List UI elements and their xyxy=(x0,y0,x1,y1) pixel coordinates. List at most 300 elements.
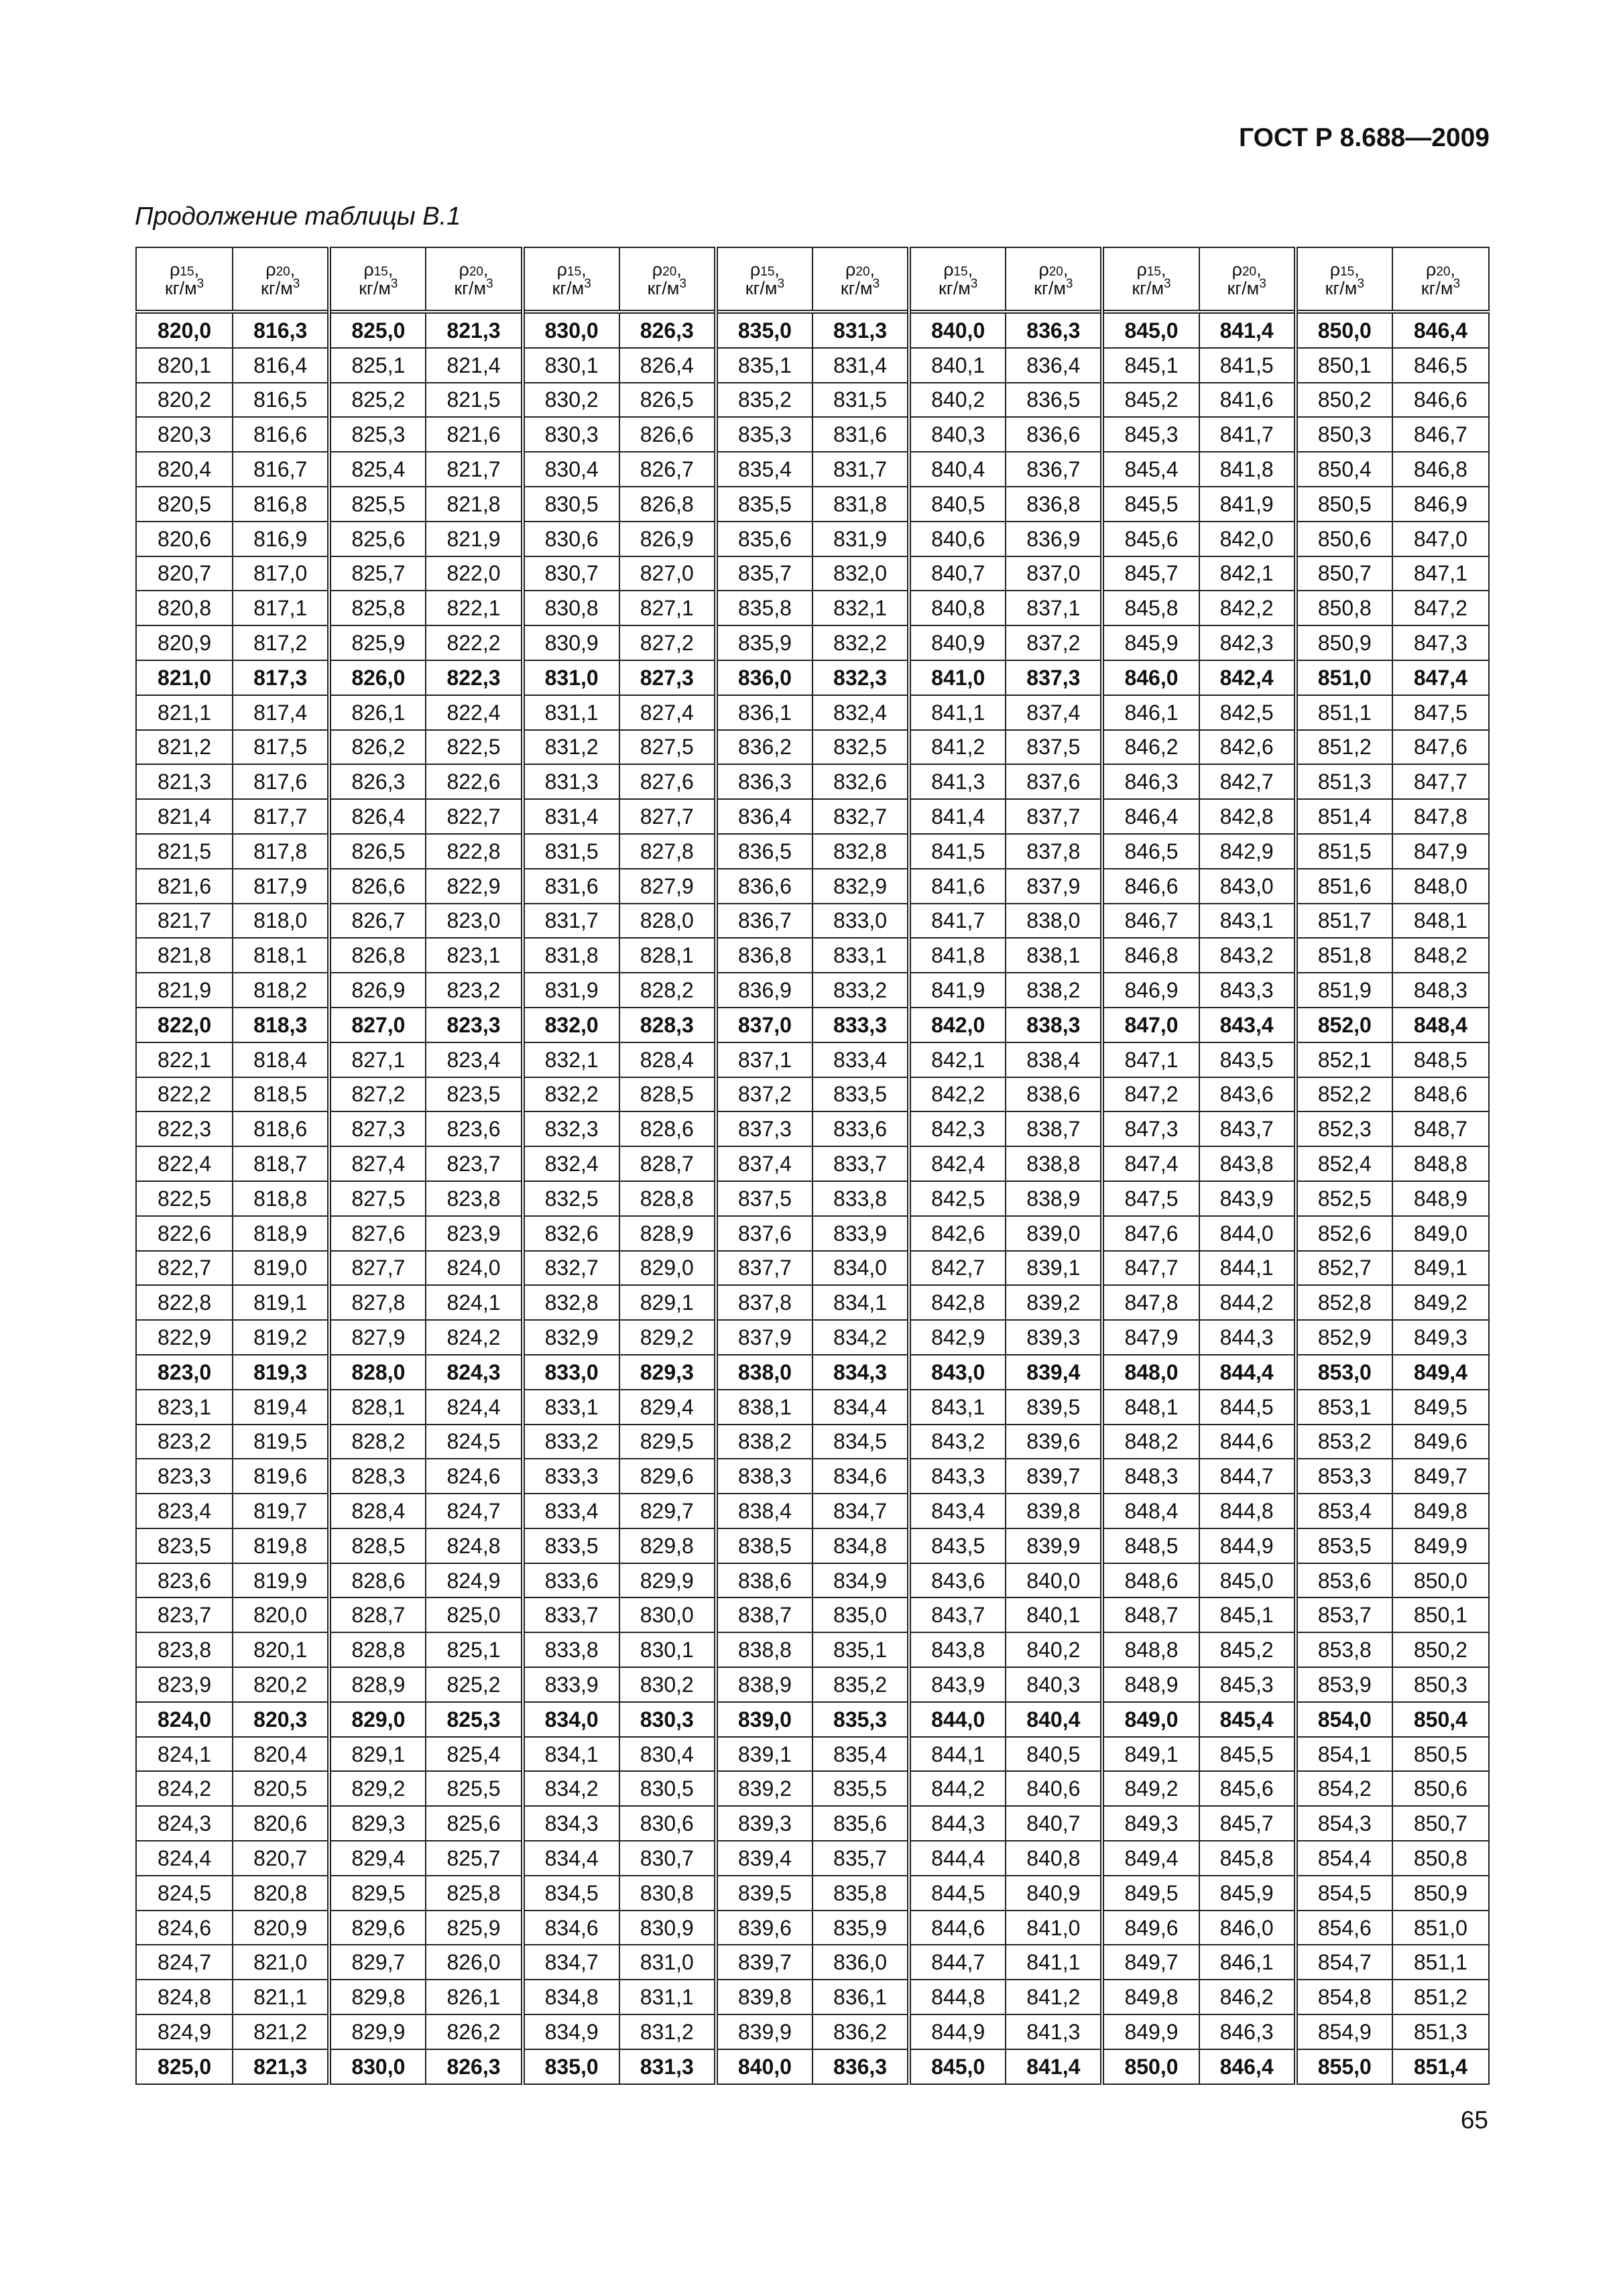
table-cell: 819,4 xyxy=(233,1390,329,1425)
table-cell: 842,4 xyxy=(909,1146,1006,1181)
table-cell: 828,0 xyxy=(619,904,716,939)
table-cell: 849,2 xyxy=(1392,1285,1489,1320)
table-cell: 847,3 xyxy=(1102,1111,1199,1146)
table-cell: 846,6 xyxy=(1392,383,1489,418)
table-cell: 844,0 xyxy=(1199,1216,1296,1251)
table-cell: 850,5 xyxy=(1296,487,1392,522)
table-cell: 841,6 xyxy=(909,869,1006,904)
table-cell: 837,8 xyxy=(1006,834,1102,869)
table-cell: 845,7 xyxy=(1199,1806,1296,1841)
table-cell: 845,5 xyxy=(1102,487,1199,522)
table-cell: 828,9 xyxy=(329,1667,426,1702)
table-cell: 820,1 xyxy=(136,348,233,383)
table-cell: 821,6 xyxy=(426,417,522,452)
table-row xyxy=(136,834,1489,869)
table-cell: 817,6 xyxy=(233,764,329,799)
table-cell: 835,2 xyxy=(813,1667,909,1702)
table-cell: 830,0 xyxy=(329,2049,426,2084)
column-header: ρ15, $кг/м^3$ xyxy=(329,247,426,312)
table-cell: 843,6 xyxy=(909,1563,1006,1598)
table-cell: 836,2 xyxy=(716,730,813,765)
table-cell: 825,7 xyxy=(329,556,426,591)
table-row xyxy=(136,348,1489,383)
table-cell: 838,2 xyxy=(1006,973,1102,1008)
table-cell: 822,6 xyxy=(136,1216,233,1251)
column-header: ρ20, $кг/м^3$ xyxy=(1392,247,1489,312)
table-cell: 839,4 xyxy=(1006,1355,1102,1390)
table-cell: 841,6 xyxy=(1199,383,1296,418)
unit-exponent: 3 xyxy=(1164,277,1171,291)
table-cell: 849,5 xyxy=(1392,1390,1489,1425)
density-symbol: ρ xyxy=(1038,259,1049,280)
table-cell: 836,1 xyxy=(813,1980,909,2014)
table-cell: 827,9 xyxy=(329,1320,426,1355)
table-cell: 828,8 xyxy=(619,1181,716,1216)
table-cell: 846,4 xyxy=(1199,2049,1296,2084)
column-header: ρ20, $кг/м^3$ xyxy=(813,247,909,312)
table-cell: 820,8 xyxy=(136,591,233,625)
table-cell: 829,0 xyxy=(329,1702,426,1737)
table-cell: 850,6 xyxy=(1296,522,1392,556)
column-header: ρ20, $кг/м^3$ xyxy=(619,247,716,312)
table-cell: 847,2 xyxy=(1102,1077,1199,1112)
table-cell: 826,5 xyxy=(619,383,716,418)
table-cell: 829,8 xyxy=(329,1980,426,2014)
table-cell: 838,3 xyxy=(1006,1008,1102,1042)
table-cell: 852,8 xyxy=(1296,1285,1392,1320)
table-cell: 817,8 xyxy=(233,834,329,869)
table-cell: 834,7 xyxy=(523,1945,619,1980)
table-cell: 833,8 xyxy=(813,1181,909,1216)
table-cell: 823,2 xyxy=(136,1425,233,1459)
table-cell: 840,1 xyxy=(909,348,1006,383)
table-row xyxy=(136,1146,1489,1181)
table-cell: 846,1 xyxy=(1199,1945,1296,1980)
table-cell: 835,0 xyxy=(813,1597,909,1632)
table-cell: 838,1 xyxy=(716,1390,813,1425)
table-cell: 822,5 xyxy=(136,1181,233,1216)
table-cell: 848,0 xyxy=(1102,1355,1199,1390)
table-cell: 826,8 xyxy=(619,487,716,522)
table-row xyxy=(136,1667,1489,1702)
table-cell: 847,4 xyxy=(1102,1146,1199,1181)
table-cell: 853,2 xyxy=(1296,1425,1392,1459)
table-cell: 839,7 xyxy=(716,1945,813,1980)
table-cell: 841,3 xyxy=(1006,2014,1102,2049)
unit-label: кг/м xyxy=(359,278,391,298)
table-cell: 848,6 xyxy=(1102,1563,1199,1598)
table-cell: 823,6 xyxy=(136,1563,233,1598)
table-cell: 825,5 xyxy=(329,487,426,522)
table-cell: 827,6 xyxy=(329,1216,426,1251)
table-cell: 837,6 xyxy=(1006,764,1102,799)
table-header-row xyxy=(136,247,1489,312)
table-cell: 837,5 xyxy=(1006,730,1102,765)
table-cell: 847,9 xyxy=(1392,834,1489,869)
table-cell: 829,4 xyxy=(329,1841,426,1876)
table-cell: 833,1 xyxy=(523,1390,619,1425)
table-cell: 848,8 xyxy=(1102,1632,1199,1667)
table-cell: 827,0 xyxy=(329,1008,426,1042)
table-cell: 852,1 xyxy=(1296,1042,1392,1077)
table-cell: 834,5 xyxy=(523,1876,619,1911)
table-cell: 832,6 xyxy=(523,1216,619,1251)
table-cell: 824,0 xyxy=(136,1702,233,1737)
table-cell: 828,4 xyxy=(329,1494,426,1528)
table-cell: 836,4 xyxy=(716,799,813,834)
table-row xyxy=(136,1111,1489,1146)
table-cell: 853,8 xyxy=(1296,1632,1392,1667)
density-table xyxy=(135,247,1490,2085)
table-cell: 854,5 xyxy=(1296,1876,1392,1911)
table-cell: 842,8 xyxy=(1199,799,1296,834)
table-cell: 820,5 xyxy=(233,1771,329,1806)
table-cell: 844,4 xyxy=(909,1841,1006,1876)
table-cell: 845,0 xyxy=(909,2049,1006,2084)
page-number: 65 xyxy=(1460,2106,1488,2134)
table-cell: 828,0 xyxy=(329,1355,426,1390)
table-cell: 841,1 xyxy=(909,695,1006,730)
table-cell: 848,7 xyxy=(1392,1111,1489,1146)
table-cell: 840,5 xyxy=(1006,1737,1102,1772)
table-cell: 839,1 xyxy=(1006,1251,1102,1286)
table-row xyxy=(136,660,1489,695)
table-cell: 819,2 xyxy=(233,1320,329,1355)
table-cell: 838,8 xyxy=(1006,1146,1102,1181)
table-cell: 816,3 xyxy=(233,312,329,348)
table-cell: 827,5 xyxy=(619,730,716,765)
table-cell: 824,9 xyxy=(426,1563,522,1598)
table-cell: 818,0 xyxy=(233,904,329,939)
table-cell: 833,4 xyxy=(523,1494,619,1528)
table-cell: 822,2 xyxy=(426,625,522,660)
table-cell: 840,4 xyxy=(909,452,1006,487)
table-cell: 846,7 xyxy=(1102,904,1199,939)
temperature-subscript: 20 xyxy=(1436,264,1451,279)
table-cell: 836,7 xyxy=(1006,452,1102,487)
table-cell: 816,6 xyxy=(233,417,329,452)
table-cell: 835,1 xyxy=(813,1632,909,1667)
table-row xyxy=(136,1945,1489,1980)
table-cell: 833,9 xyxy=(523,1667,619,1702)
table-row xyxy=(136,452,1489,487)
table-cell: 850,7 xyxy=(1296,556,1392,591)
table-row xyxy=(136,1980,1489,2014)
table-cell: 839,6 xyxy=(716,1911,813,1945)
table-cell: 853,0 xyxy=(1296,1355,1392,1390)
table-cell: 847,6 xyxy=(1102,1216,1199,1251)
table-cell: 828,5 xyxy=(619,1077,716,1112)
table-cell: 841,0 xyxy=(909,660,1006,695)
table-cell: 848,4 xyxy=(1102,1494,1199,1528)
table-cell: 841,7 xyxy=(909,904,1006,939)
unit-exponent: 3 xyxy=(1065,277,1073,291)
table-cell: 846,6 xyxy=(1102,869,1199,904)
table-cell: 821,7 xyxy=(136,904,233,939)
table-cell: 834,9 xyxy=(813,1563,909,1598)
table-row xyxy=(136,312,1489,348)
table-cell: 854,4 xyxy=(1296,1841,1392,1876)
table-cell: 844,9 xyxy=(909,2014,1006,2049)
table-cell: 824,6 xyxy=(426,1459,522,1494)
table-cell: 834,2 xyxy=(813,1320,909,1355)
table-row xyxy=(136,1876,1489,1911)
table-cell: 854,9 xyxy=(1296,2014,1392,2049)
unit-exponent: 3 xyxy=(584,277,591,291)
table-cell: 831,4 xyxy=(523,799,619,834)
table-cell: 849,9 xyxy=(1102,2014,1199,2049)
table-row xyxy=(136,1077,1489,1112)
table-cell: 824,7 xyxy=(136,1945,233,1980)
table-cell: 844,7 xyxy=(909,1945,1006,1980)
density-symbol: ρ xyxy=(459,259,469,280)
table-cell: 832,3 xyxy=(813,660,909,695)
table-cell: 832,2 xyxy=(813,625,909,660)
table-cell: 837,7 xyxy=(716,1251,813,1286)
table-cell: 818,1 xyxy=(233,938,329,973)
table-cell: 828,7 xyxy=(329,1597,426,1632)
table-cell: 816,8 xyxy=(233,487,329,522)
table-cell: 851,9 xyxy=(1296,973,1392,1008)
table-cell: 829,3 xyxy=(329,1806,426,1841)
table-cell: 825,8 xyxy=(426,1876,522,1911)
table-cell: 836,5 xyxy=(1006,383,1102,418)
table-cell: 837,0 xyxy=(716,1008,813,1042)
table-cell: 819,1 xyxy=(233,1285,329,1320)
table-cell: 843,8 xyxy=(909,1632,1006,1667)
table-cell: 839,6 xyxy=(1006,1425,1102,1459)
table-cell: 843,1 xyxy=(909,1390,1006,1425)
temperature-subscript: 20 xyxy=(469,264,483,279)
table-cell: 833,7 xyxy=(813,1146,909,1181)
table-cell: 824,5 xyxy=(426,1425,522,1459)
table-cell: 828,8 xyxy=(329,1632,426,1667)
table-cell: 833,5 xyxy=(523,1528,619,1563)
table-cell: 837,1 xyxy=(1006,591,1102,625)
table-cell: 838,2 xyxy=(716,1425,813,1459)
table-cell: 841,7 xyxy=(1199,417,1296,452)
table-cell: 842,8 xyxy=(909,1285,1006,1320)
table-cell: 839,2 xyxy=(1006,1285,1102,1320)
table-body xyxy=(136,312,1489,2084)
table-cell: 839,7 xyxy=(1006,1459,1102,1494)
table-cell: 820,0 xyxy=(136,312,233,348)
table-cell: 819,9 xyxy=(233,1563,329,1598)
table-cell: 823,3 xyxy=(136,1459,233,1494)
table-cell: 850,8 xyxy=(1296,591,1392,625)
table-row xyxy=(136,695,1489,730)
table-cell: 844,2 xyxy=(1199,1285,1296,1320)
table-cell: 848,3 xyxy=(1102,1459,1199,1494)
table-cell: 838,6 xyxy=(716,1563,813,1598)
unit-exponent: 3 xyxy=(486,277,493,291)
table-cell: 829,6 xyxy=(619,1459,716,1494)
table-cell: 845,2 xyxy=(1102,383,1199,418)
table-cell: 821,3 xyxy=(136,764,233,799)
temperature-subscript: 15 xyxy=(180,264,194,279)
table-cell: 843,2 xyxy=(1199,938,1296,973)
density-symbol: ρ xyxy=(943,259,954,280)
table-cell: 835,8 xyxy=(716,591,813,625)
table-cell: 824,6 xyxy=(136,1911,233,1945)
table-cell: 817,7 xyxy=(233,799,329,834)
table-cell: 834,3 xyxy=(523,1806,619,1841)
table-cell: 850,3 xyxy=(1296,417,1392,452)
table-cell: 823,5 xyxy=(136,1528,233,1563)
unit-label: кг/м xyxy=(164,278,197,298)
table-cell: 846,1 xyxy=(1102,695,1199,730)
table-cell: 838,0 xyxy=(716,1355,813,1390)
table-cell: 836,9 xyxy=(1006,522,1102,556)
table-row xyxy=(136,383,1489,418)
table-cell: 824,8 xyxy=(426,1528,522,1563)
table-cell: 837,7 xyxy=(1006,799,1102,834)
table-row xyxy=(136,1459,1489,1494)
table-cell: 826,9 xyxy=(329,973,426,1008)
table-cell: 826,1 xyxy=(426,1980,522,2014)
table-row xyxy=(136,1563,1489,1598)
table-cell: 848,0 xyxy=(1392,869,1489,904)
table-cell: 832,7 xyxy=(523,1251,619,1286)
table-cell: 825,8 xyxy=(329,591,426,625)
table-row xyxy=(136,1390,1489,1425)
column-header: ρ15, $кг/м^3$ xyxy=(523,247,619,312)
column-header: ρ20, $кг/м^3$ xyxy=(426,247,522,312)
table-cell: 823,0 xyxy=(426,904,522,939)
table-cell: 817,9 xyxy=(233,869,329,904)
table-cell: 826,5 xyxy=(329,834,426,869)
table-cell: 846,8 xyxy=(1102,938,1199,973)
table-cell: 848,9 xyxy=(1392,1181,1489,1216)
table-cell: 820,2 xyxy=(233,1667,329,1702)
table-cell: 820,4 xyxy=(233,1737,329,1772)
table-cell: 835,4 xyxy=(716,452,813,487)
table-cell: 849,3 xyxy=(1102,1806,1199,1841)
table-cell: 832,4 xyxy=(813,695,909,730)
table-cell: 852,3 xyxy=(1296,1111,1392,1146)
table-cell: 817,4 xyxy=(233,695,329,730)
table-cell: 825,7 xyxy=(426,1841,522,1876)
unit-label: кг/м xyxy=(261,278,293,298)
table-cell: 844,8 xyxy=(1199,1494,1296,1528)
table-cell: 830,1 xyxy=(523,348,619,383)
table-cell: 822,9 xyxy=(136,1320,233,1355)
table-cell: 851,4 xyxy=(1392,2049,1489,2084)
table-cell: 839,1 xyxy=(716,1737,813,1772)
table-cell: 831,8 xyxy=(813,487,909,522)
table-cell: 822,0 xyxy=(426,556,522,591)
table-cell: 852,9 xyxy=(1296,1320,1392,1355)
table-cell: 848,8 xyxy=(1392,1146,1489,1181)
temperature-subscript: 15 xyxy=(566,264,582,279)
table-cell: 838,1 xyxy=(1006,938,1102,973)
table-cell: 851,2 xyxy=(1296,730,1392,765)
unit-label: кг/м xyxy=(1132,278,1164,298)
table-cell: 830,6 xyxy=(523,522,619,556)
table-row xyxy=(136,1251,1489,1286)
table-cell: 848,9 xyxy=(1102,1667,1199,1702)
table-cell: 840,7 xyxy=(909,556,1006,591)
table-cell: 847,6 xyxy=(1392,730,1489,765)
unit-exponent: 3 xyxy=(679,277,686,291)
column-header: ρ15, $кг/м^3$ xyxy=(136,247,233,312)
table-cell: 829,3 xyxy=(619,1355,716,1390)
table-cell: 830,3 xyxy=(619,1702,716,1737)
table-cell: 823,7 xyxy=(136,1597,233,1632)
table-cell: 829,7 xyxy=(619,1494,716,1528)
table-cell: 837,9 xyxy=(716,1320,813,1355)
table-cell: 830,0 xyxy=(619,1597,716,1632)
table-cell: 838,6 xyxy=(1006,1077,1102,1112)
table-cell: 820,6 xyxy=(233,1806,329,1841)
table-cell: 826,0 xyxy=(426,1945,522,1980)
table-cell: 841,2 xyxy=(909,730,1006,765)
table-cell: 847,2 xyxy=(1392,591,1489,625)
table-cell: 852,5 xyxy=(1296,1181,1392,1216)
table-cell: 837,1 xyxy=(716,1042,813,1077)
table-cell: 841,1 xyxy=(1006,1945,1102,1980)
table-row xyxy=(136,2049,1489,2084)
table-cell: 824,4 xyxy=(136,1841,233,1876)
table-cell: 843,4 xyxy=(1199,1008,1296,1042)
table-cell: 834,2 xyxy=(523,1771,619,1806)
table-cell: 841,4 xyxy=(1199,312,1296,348)
table-cell: 845,7 xyxy=(1102,556,1199,591)
table-cell: 849,0 xyxy=(1102,1702,1199,1737)
table-cell: 817,3 xyxy=(233,660,329,695)
table-cell: 846,5 xyxy=(1102,834,1199,869)
table-cell: 850,9 xyxy=(1296,625,1392,660)
table-cell: 831,3 xyxy=(813,312,909,348)
density-symbol: ρ xyxy=(845,259,856,280)
table-cell: 831,7 xyxy=(523,904,619,939)
table-cell: 834,5 xyxy=(813,1425,909,1459)
table-cell: 820,2 xyxy=(136,383,233,418)
table-cell: 840,4 xyxy=(1006,1702,1102,1737)
density-symbol: ρ xyxy=(749,259,761,280)
table-cell: 832,1 xyxy=(813,591,909,625)
table-cell: 842,7 xyxy=(1199,764,1296,799)
temperature-subscript: 15 xyxy=(953,264,968,279)
table-cell: 834,0 xyxy=(813,1251,909,1286)
table-cell: 850,4 xyxy=(1296,452,1392,487)
table-cell: 850,0 xyxy=(1102,2049,1199,2084)
table-cell: 842,5 xyxy=(909,1181,1006,1216)
table-cell: 849,8 xyxy=(1392,1494,1489,1528)
table-cell: 842,9 xyxy=(1199,834,1296,869)
table-cell: 834,9 xyxy=(523,2014,619,2049)
column-header: ρ15, $кг/м^3$ xyxy=(716,247,813,312)
table-cell: 839,5 xyxy=(716,1876,813,1911)
table-cell: 844,5 xyxy=(909,1876,1006,1911)
table-cell: 845,5 xyxy=(1199,1737,1296,1772)
unit-exponent: 3 xyxy=(777,277,785,291)
density-symbol: ρ xyxy=(170,259,180,280)
table-cell: 838,5 xyxy=(716,1528,813,1563)
table-cell: 834,8 xyxy=(523,1980,619,2014)
table-cell: 842,2 xyxy=(909,1077,1006,1112)
table-cell: 844,4 xyxy=(1199,1355,1296,1390)
table-cell: 821,4 xyxy=(136,799,233,834)
table-cell: 831,9 xyxy=(813,522,909,556)
table-cell: 830,4 xyxy=(619,1737,716,1772)
table-cell: 827,4 xyxy=(619,695,716,730)
table-cell: 823,5 xyxy=(426,1077,522,1112)
table-cell: 830,2 xyxy=(619,1667,716,1702)
table-cell: 834,8 xyxy=(813,1528,909,1563)
table-cell: 849,6 xyxy=(1392,1425,1489,1459)
temperature-subscript: 20 xyxy=(662,264,677,279)
